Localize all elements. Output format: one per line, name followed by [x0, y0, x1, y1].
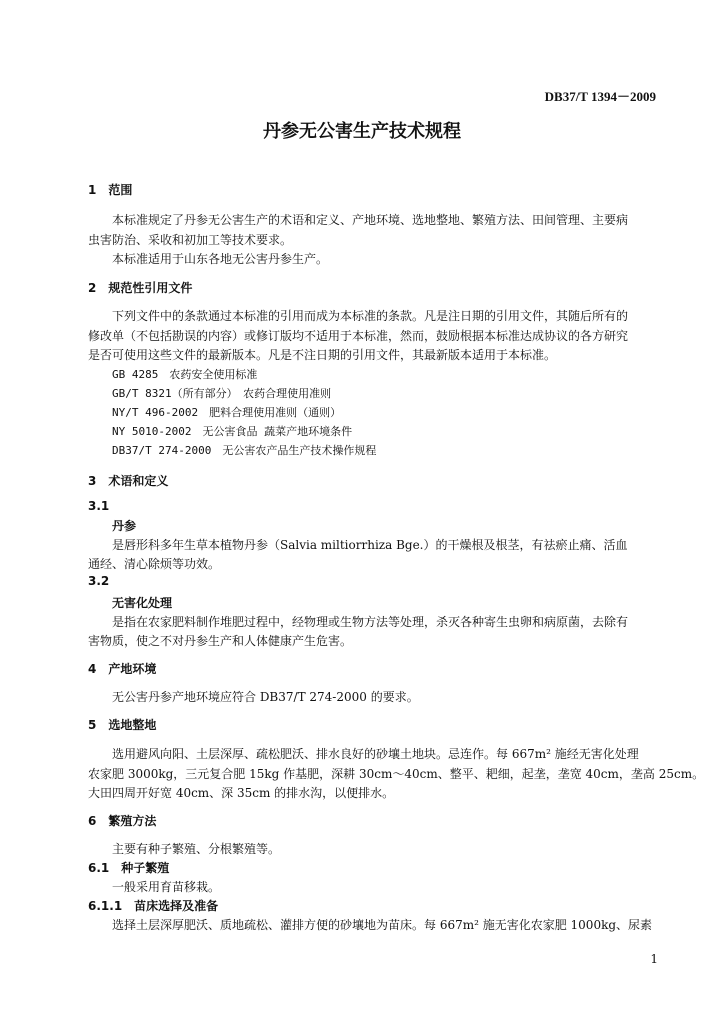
section-5-para-line-1: 选用避风向阳、土层深厚、疏松肥沃、排水良好的砂壤土地块。忌连作。每 667m² 施经无害化处理	[112, 747, 639, 761]
section-4-para: 无公害丹参产地环境应符合 DB37/T 274-2000 的要求。	[112, 690, 419, 704]
section-5-heading: 5 选地整地	[88, 718, 157, 732]
definition-2-line-1: 是指在农家肥料制作堆肥过程中，经物理或生物方法等处理，杀灭各种寄生虫卵和病原菌，去除有	[112, 615, 629, 629]
reference-item: GB/T 8321（所有部分） 农药合理使用准则	[112, 387, 332, 400]
standard-number: DB37/T 1394－2009	[544, 89, 656, 104]
section-1-para-1-line-2: 虫害防治、采收和初加工等技术要求。	[88, 233, 293, 247]
term-2: 无害化处理	[112, 596, 173, 610]
reference-item: GB 4285 农药安全使用标准	[112, 368, 258, 381]
section-6-para: 主要有种子繁殖、分根繁殖等。	[112, 842, 281, 856]
clause-6-1-1-para: 选择土层深厚肥沃、质地疏松、灌排方便的砂壤地为苗床。每 667m² 施无害化农家肥 1000kg、尿素	[112, 918, 653, 932]
section-6-heading: 6 繁殖方法	[88, 814, 157, 828]
section-1-para-2: 本标准适用于山东各地无公害丹参生产。	[112, 252, 329, 266]
clause-3-2-number: 3.2	[88, 574, 110, 588]
definition-2-line-2: 害物质，使之不对丹参生产和人体健康产生危害。	[88, 634, 353, 648]
section-2-para-line-1: 下列文件中的条款通过本标准的引用而成为本标准的条款。凡是注日期的引用文件，其随后所有的	[112, 309, 629, 323]
page-number: 1	[650, 952, 658, 966]
term-1: 丹参	[112, 519, 137, 533]
reference-item: DB37/T 274-2000 无公害农产品生产技术操作规程	[112, 444, 377, 457]
definition-1-line-2: 通经、清心除烦等功效。	[88, 557, 221, 571]
reference-item: NY/T 496-2002 肥料合理使用准则（通则）	[112, 406, 342, 419]
clause-3-1-number: 3.1	[88, 499, 110, 513]
section-4-heading: 4 产地环境	[88, 662, 157, 676]
section-5-para-line-3: 大田四周开好宽 40cm、深 35cm 的排水沟，以便排水。	[88, 786, 395, 800]
section-1-para-1-line-1: 本标准规定了丹参无公害生产的术语和定义、产地环境、选地整地、繁殖方法、田间管理、主要病	[112, 213, 629, 227]
definition-1-line-1: 是唇形科多年生草本植物丹参（Salvia miltiorrhiza Bge.）的干燥根及根茎，有祛瘀止痛、活血	[112, 538, 628, 552]
clause-6-1-para: 一般采用育苗移栽。	[112, 880, 221, 894]
clause-6-1-heading: 6.1 种子繁殖	[88, 861, 170, 875]
clause-6-1-1-heading: 6.1.1 苗床选择及准备	[88, 899, 219, 913]
section-2-para-line-2: 修改单（不包括勘误的内容）或修订版均不适用于本标准，然而，鼓励根据本标准达成协议的各方研究	[88, 329, 629, 343]
document-title: 丹参无公害生产技术规程	[263, 121, 461, 142]
section-2-heading: 2 规范性引用文件	[88, 281, 193, 295]
section-1-heading: 1 范围	[88, 183, 133, 197]
section-5-para-line-2: 农家肥 3000kg，三元复合肥 15kg 作基肥，深耕 30cm～40cm、整平、耙细，起垄，垄宽 40cm，垄高 25cm。	[88, 767, 705, 781]
reference-item: NY 5010-2002 无公害食品 蔬菜产地环境条件	[112, 425, 353, 438]
section-3-heading: 3 术语和定义	[88, 474, 169, 488]
section-2-para-line-3: 是否可使用这些文件的最新版本。凡是不注日期的引用文件，其最新版本适用于本标准。	[88, 348, 557, 362]
